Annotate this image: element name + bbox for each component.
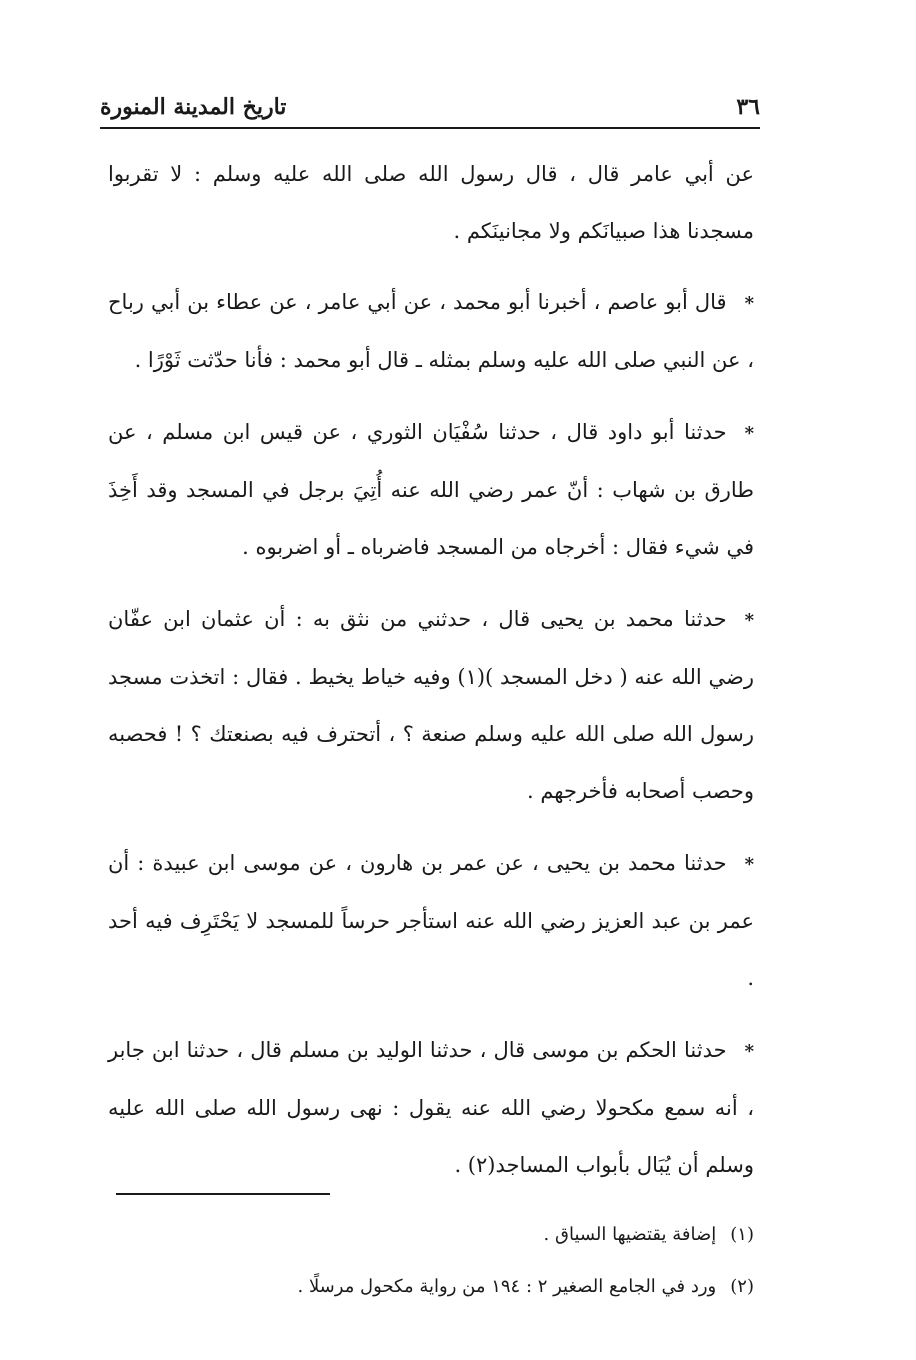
page-header <box>100 88 760 126</box>
paragraph-star: * <box>744 854 754 875</box>
paragraph-text: حدثنا أبو داود قال ، حدثنا سُفْيَان الثوري ، عن قيس ابن مسلم ، عن طارق بن شهاب : أنّ عمر رضي الله عنه أُتِيَ برجل في المسجد وقد أَخِذَ في شيء فقال : أخرجاه من المسجد فاضرباه ـ أو اضربوه . <box>108 420 754 559</box>
footnote-1 <box>108 1209 754 1261</box>
paragraph-3 <box>108 404 754 576</box>
paragraph-text: حدثنا الحكم بن موسى قال ، حدثنا الوليد بن مسلم قال ، حدثنا ابن جابر ، أنه سمع مكحولا رضي الله عنه يقول : نهى رسول الله صلى الله عليه وسلم أن يُبَال بأبواب المساجد(٢) . <box>108 1038 754 1177</box>
paragraph-text: قال أبو عاصم ، أخبرنا أبو محمد ، عن أبي عامر ، عن عطاء بن أبي رباح ، عن النبي صلى الله عليه وسلم بمثله ـ قال أبو محمد : فأنا حدّثت ثَوْرًا . <box>108 290 754 372</box>
book-page <box>100 80 760 1320</box>
paragraph-6 <box>108 1022 754 1194</box>
paragraph-star: * <box>744 1041 754 1062</box>
page-body <box>108 146 754 1209</box>
running-title: تاريخ المدينة المنورة <box>100 94 287 120</box>
footnote-number: (٢) <box>730 1276 754 1297</box>
paragraph-text: عن أبي عامر قال ، قال رسول الله صلى الله عليه وسلم : لا تقربوا مسجدنا هذا صبيانَكم ولا مجانينَكم . <box>108 162 754 243</box>
paragraph-text: حدثنا محمد بن يحيى قال ، حدثني من نثق به : أن عثمان ابن عفّان رضي الله عنه ( دخل المسجد )(١) وفيه خياط يخيط . فقال : اتخذت مسجد رسول الله صلى الله عليه وسلم صنعة ؟ ، أتحترف فيه بصنعتك ؟ ! فحصبه وحصب أصحابه فأخرجهم . <box>108 607 754 803</box>
footnote-2 <box>108 1261 754 1313</box>
paragraph-star: * <box>744 293 754 314</box>
paragraph-2 <box>108 274 754 389</box>
page-number: ٣٦ <box>736 94 760 120</box>
paragraph-1 <box>108 146 754 260</box>
footnote-text: إضافة يقتضيها السياق . <box>543 1224 717 1245</box>
paragraph-4 <box>108 591 754 820</box>
footnote-text: ورد في الجامع الصغير ٢ : ١٩٤ من رواية مكحول مرسلًا . <box>297 1276 717 1297</box>
paragraph-5 <box>108 835 754 1007</box>
footnote-separator <box>116 1193 330 1195</box>
footnotes <box>108 1209 754 1313</box>
header-rule <box>100 127 760 129</box>
footnote-number: (١) <box>730 1224 754 1245</box>
paragraph-text: حدثنا محمد بن يحيى ، عن عمر بن هارون ، عن موسى ابن عبيدة : أن عمر بن عبد العزيز رضي الله عنه استأجر حرساً للمسجد لا يَحْتَرِف فيه أحد . <box>108 851 754 990</box>
paragraph-star: * <box>744 610 754 631</box>
paragraph-star: * <box>744 423 754 444</box>
